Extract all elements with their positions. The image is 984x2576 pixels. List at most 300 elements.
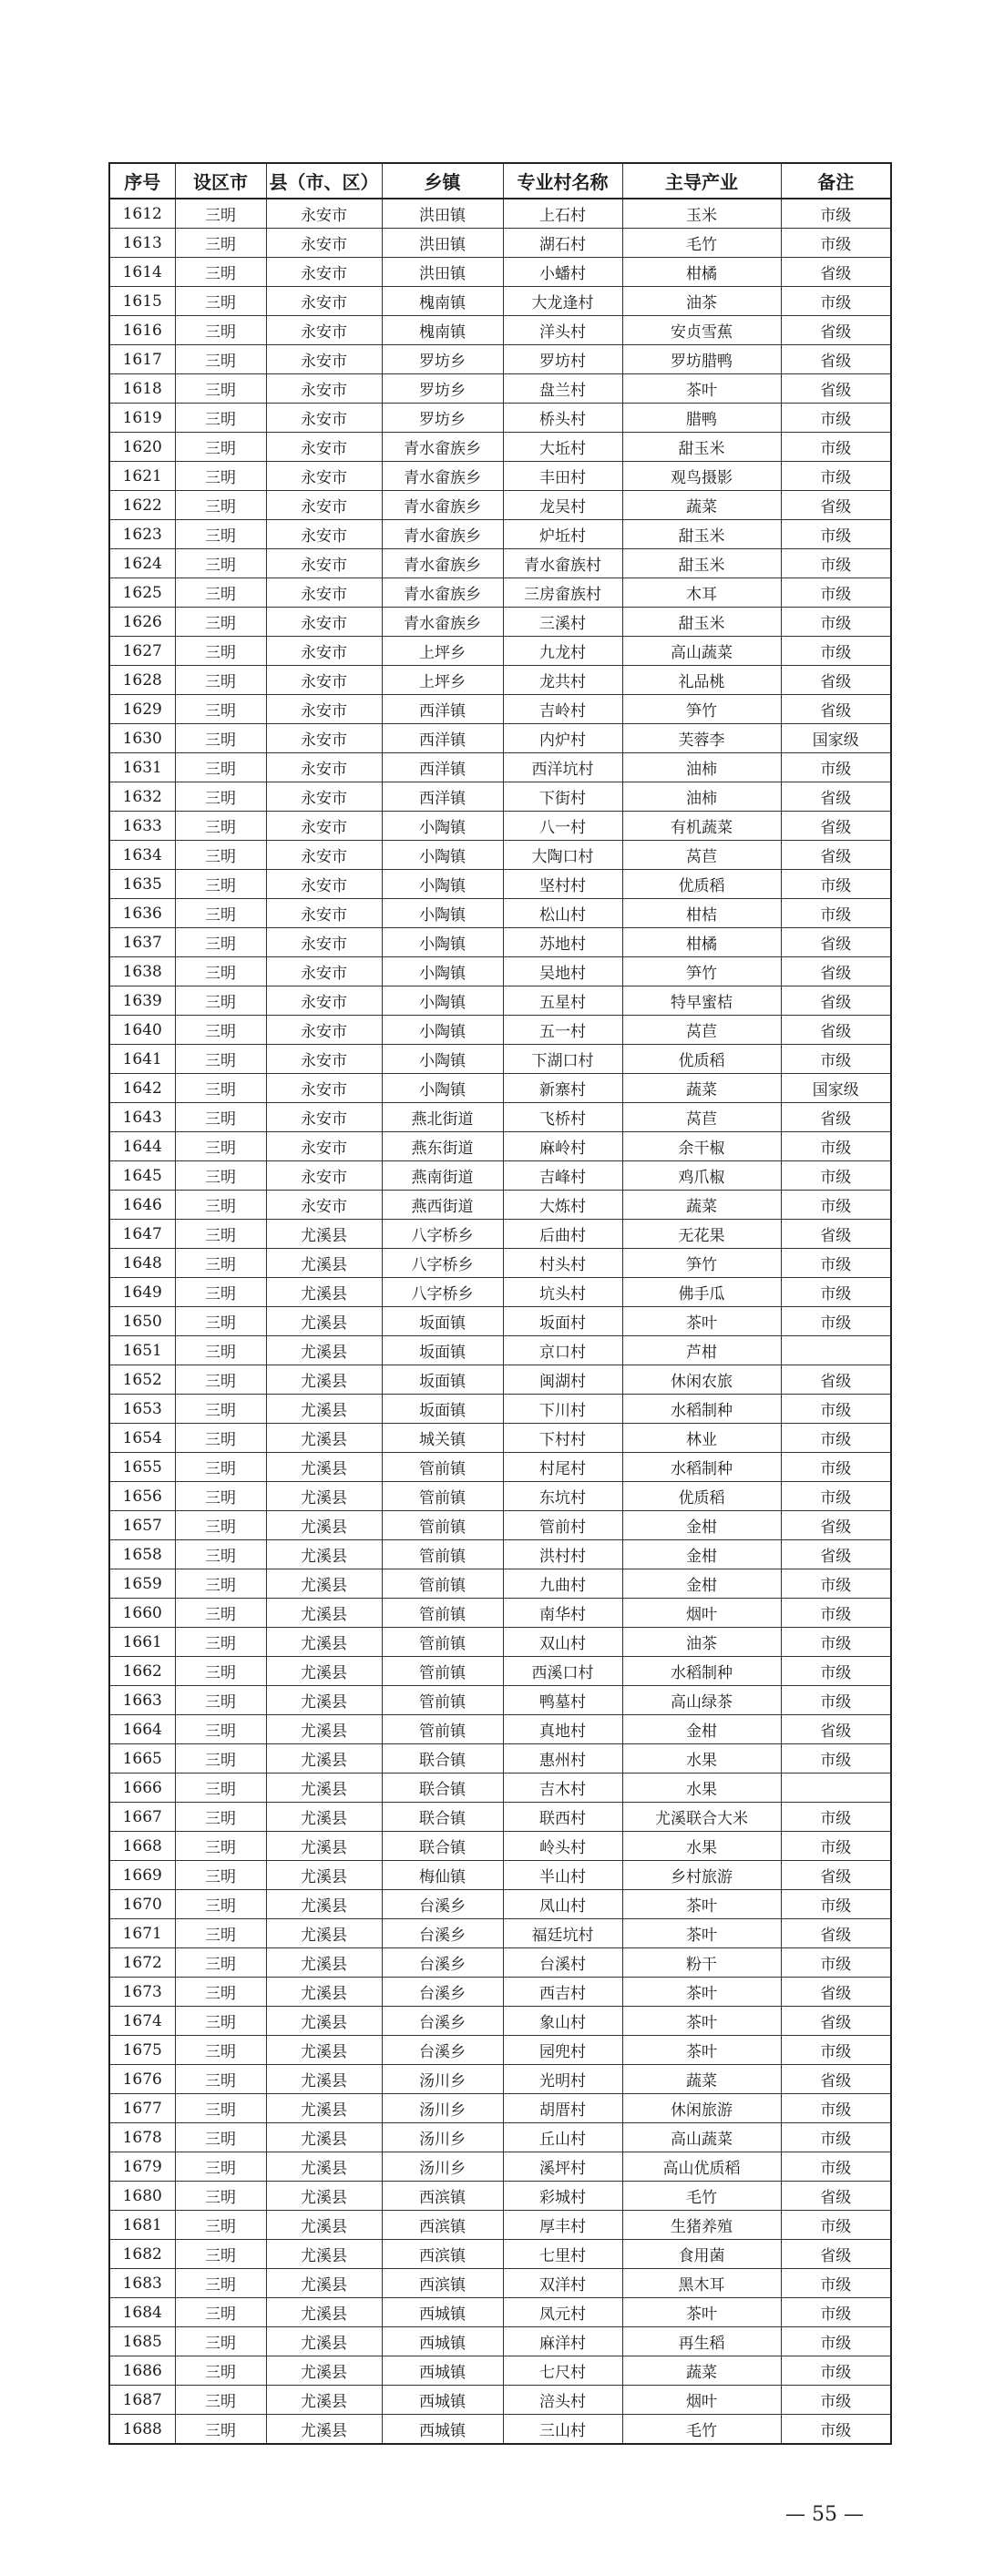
- cell-county: 尤溪县: [266, 1686, 382, 1715]
- cell-village: 九龙村: [503, 637, 622, 666]
- cell-remark: 市级: [781, 1191, 891, 1220]
- cell-county: 尤溪县: [266, 1803, 382, 1832]
- table-row: [109, 1278, 891, 1307]
- cell-village: 吉木村: [503, 1774, 622, 1803]
- cell-city: 三明: [175, 957, 266, 986]
- cell-city: 三明: [175, 1628, 266, 1657]
- cell-industry: 蔬菜: [622, 2065, 781, 2094]
- cell-county: 永安市: [266, 695, 382, 724]
- cell-remark: 省级: [781, 1540, 891, 1569]
- cell-city: 三明: [175, 695, 266, 724]
- cell-remark: 市级: [781, 1890, 891, 1919]
- table-row: [109, 316, 891, 345]
- cell-village: 三房畲族村: [503, 578, 622, 608]
- table-row: [109, 1336, 891, 1365]
- table-row: [109, 812, 891, 841]
- table-row: [109, 2415, 891, 2445]
- cell-industry: 金柑: [622, 1715, 781, 1744]
- cell-remark: 省级: [781, 2065, 891, 2094]
- table-row: [109, 2182, 891, 2211]
- cell-industry: 安贞雪蕉: [622, 316, 781, 345]
- cell-industry: 茶叶: [622, 2036, 781, 2065]
- cell-village: 鸭墓村: [503, 1686, 622, 1715]
- cell-village: 象山村: [503, 2007, 622, 2036]
- table-row: [109, 608, 891, 637]
- cell-industry: 优质稻: [622, 1482, 781, 1511]
- cell-city: 三明: [175, 1599, 266, 1628]
- cell-industry: 高山优质稻: [622, 2152, 781, 2182]
- cell-remark: 市级: [781, 229, 891, 258]
- cell-industry: 笋竹: [622, 957, 781, 986]
- cell-city: 三明: [175, 491, 266, 520]
- cell-remark: 市级: [781, 870, 891, 899]
- cell-city: 三明: [175, 870, 266, 899]
- cell-village: 丰田村: [503, 462, 622, 491]
- cell-county: 永安市: [266, 433, 382, 462]
- cell-city: 三明: [175, 1307, 266, 1336]
- cell-town: 联合镇: [382, 1774, 503, 1803]
- cell-county: 永安市: [266, 1016, 382, 1045]
- cell-seq: 1621: [109, 462, 175, 491]
- cell-county: 尤溪县: [266, 2094, 382, 2123]
- cell-city: 三明: [175, 666, 266, 695]
- cell-village: 双洋村: [503, 2269, 622, 2298]
- cell-village: 西吉村: [503, 1978, 622, 2007]
- cell-village: 上石村: [503, 199, 622, 229]
- cell-industry: 茶叶: [622, 2298, 781, 2327]
- cell-city: 三明: [175, 1045, 266, 1074]
- cell-industry: 无花果: [622, 1220, 781, 1249]
- cell-industry: 金柑: [622, 1569, 781, 1599]
- cell-remark: 市级: [781, 753, 891, 782]
- table-row: [109, 1511, 891, 1540]
- cell-county: 永安市: [266, 608, 382, 637]
- cell-town: 西洋镇: [382, 724, 503, 753]
- cell-seq: 1614: [109, 258, 175, 287]
- cell-village: 七尺村: [503, 2356, 622, 2386]
- cell-seq: 1636: [109, 899, 175, 928]
- cell-county: 永安市: [266, 578, 382, 608]
- cell-city: 三明: [175, 578, 266, 608]
- cell-industry: 茶叶: [622, 374, 781, 404]
- table-row: [109, 199, 891, 229]
- cell-seq: 1631: [109, 753, 175, 782]
- cell-remark: 省级: [781, 841, 891, 870]
- table-row: [109, 258, 891, 287]
- cell-village: 吉峰村: [503, 1161, 622, 1191]
- cell-town: 台溪乡: [382, 2036, 503, 2065]
- cell-industry: 笋竹: [622, 1249, 781, 1278]
- cell-industry: 油柿: [622, 753, 781, 782]
- cell-town: 城关镇: [382, 1424, 503, 1453]
- cell-remark: 市级: [781, 2094, 891, 2123]
- cell-county: 永安市: [266, 1191, 382, 1220]
- cell-remark: 省级: [781, 695, 891, 724]
- cell-village: 管前村: [503, 1511, 622, 1540]
- table-row: [109, 899, 891, 928]
- cell-seq: 1647: [109, 1220, 175, 1249]
- table-row: [109, 462, 891, 491]
- cell-county: 永安市: [266, 345, 382, 374]
- cell-industry: 余干椒: [622, 1132, 781, 1161]
- cell-county: 尤溪县: [266, 2386, 382, 2415]
- cell-city: 三明: [175, 258, 266, 287]
- cell-seq: 1643: [109, 1103, 175, 1132]
- table-row: [109, 637, 891, 666]
- cell-remark: 市级: [781, 899, 891, 928]
- cell-county: 永安市: [266, 258, 382, 287]
- cell-remark: 省级: [781, 928, 891, 957]
- cell-town: 西城镇: [382, 2327, 503, 2356]
- cell-city: 三明: [175, 2182, 266, 2211]
- cell-seq: 1627: [109, 637, 175, 666]
- cell-industry: 腊鸭: [622, 404, 781, 433]
- table-row: [109, 695, 891, 724]
- cell-county: 永安市: [266, 1132, 382, 1161]
- table-row: [109, 229, 891, 258]
- cell-industry: 茶叶: [622, 1978, 781, 2007]
- cell-town: 管前镇: [382, 1511, 503, 1540]
- table-row: [109, 1424, 891, 1453]
- cell-remark: 省级: [781, 2007, 891, 2036]
- cell-remark: 市级: [781, 1657, 891, 1686]
- cell-town: 槐南镇: [382, 287, 503, 316]
- cell-town: 洪田镇: [382, 229, 503, 258]
- header-remark: 备注: [781, 163, 891, 199]
- cell-seq: 1639: [109, 986, 175, 1016]
- cell-city: 三明: [175, 2094, 266, 2123]
- cell-city: 三明: [175, 229, 266, 258]
- table-row: [109, 724, 891, 753]
- cell-town: 罗坊乡: [382, 345, 503, 374]
- cell-seq: 1655: [109, 1453, 175, 1482]
- cell-remark: 市级: [781, 2123, 891, 2152]
- cell-village: 下街村: [503, 782, 622, 812]
- cell-village: 下村村: [503, 1424, 622, 1453]
- cell-seq: 1660: [109, 1599, 175, 1628]
- cell-industry: 芦柑: [622, 1336, 781, 1365]
- cell-seq: 1686: [109, 2356, 175, 2386]
- cell-industry: 水稻制种: [622, 1657, 781, 1686]
- cell-seq: 1657: [109, 1511, 175, 1540]
- cell-city: 三明: [175, 2152, 266, 2182]
- cell-county: 尤溪县: [266, 2152, 382, 2182]
- cell-industry: 再生稻: [622, 2327, 781, 2356]
- cell-remark: 市级: [781, 1161, 891, 1191]
- cell-industry: 蔬菜: [622, 491, 781, 520]
- cell-city: 三明: [175, 1278, 266, 1307]
- cell-village: 光明村: [503, 2065, 622, 2094]
- cell-village: 湖石村: [503, 229, 622, 258]
- cell-town: 小陶镇: [382, 928, 503, 957]
- cell-city: 三明: [175, 404, 266, 433]
- cell-village: 下川村: [503, 1395, 622, 1424]
- cell-town: 小陶镇: [382, 957, 503, 986]
- cell-remark: 市级: [781, 1307, 891, 1336]
- cell-village: 麻岭村: [503, 1132, 622, 1161]
- cell-town: 管前镇: [382, 1628, 503, 1657]
- table-row: [109, 2094, 891, 2123]
- cell-county: 尤溪县: [266, 1424, 382, 1453]
- table-row: [109, 870, 891, 899]
- cell-county: 尤溪县: [266, 1365, 382, 1395]
- cell-industry: 茶叶: [622, 1307, 781, 1336]
- cell-county: 尤溪县: [266, 1774, 382, 1803]
- cell-village: 京口村: [503, 1336, 622, 1365]
- table-row: [109, 2327, 891, 2356]
- cell-seq: 1650: [109, 1307, 175, 1336]
- cell-town: 青水畲族乡: [382, 433, 503, 462]
- cell-remark: 省级: [781, 2240, 891, 2269]
- cell-remark: 市级: [781, 1132, 891, 1161]
- table-row: [109, 1540, 891, 1569]
- cell-city: 三明: [175, 1686, 266, 1715]
- cell-city: 三明: [175, 1424, 266, 1453]
- cell-city: 三明: [175, 986, 266, 1016]
- cell-town: 上坪乡: [382, 666, 503, 695]
- cell-remark: 省级: [781, 957, 891, 986]
- cell-county: 永安市: [266, 1103, 382, 1132]
- cell-city: 三明: [175, 637, 266, 666]
- cell-village: 彩城村: [503, 2182, 622, 2211]
- cell-village: 双山村: [503, 1628, 622, 1657]
- cell-seq: 1678: [109, 2123, 175, 2152]
- cell-seq: 1664: [109, 1715, 175, 1744]
- table-row: [109, 1890, 891, 1919]
- table-row: [109, 1395, 891, 1424]
- cell-industry: 玉米: [622, 199, 781, 229]
- cell-town: 小陶镇: [382, 1074, 503, 1103]
- cell-city: 三明: [175, 2386, 266, 2415]
- cell-seq: 1632: [109, 782, 175, 812]
- cell-city: 三明: [175, 549, 266, 578]
- table-row: [109, 841, 891, 870]
- cell-remark: 市级: [781, 549, 891, 578]
- cell-industry: 水果: [622, 1832, 781, 1861]
- cell-industry: 甜玉米: [622, 549, 781, 578]
- cell-industry: 油茶: [622, 1628, 781, 1657]
- cell-village: 惠州村: [503, 1744, 622, 1774]
- cell-town: 管前镇: [382, 1686, 503, 1715]
- cell-village: 西溪口村: [503, 1657, 622, 1686]
- table-row: [109, 491, 891, 520]
- cell-seq: 1641: [109, 1045, 175, 1074]
- cell-seq: 1680: [109, 2182, 175, 2211]
- cell-industry: 观鸟摄影: [622, 462, 781, 491]
- cell-remark: 市级: [781, 2327, 891, 2356]
- table-row: [109, 1744, 891, 1774]
- cell-industry: 水果: [622, 1774, 781, 1803]
- cell-city: 三明: [175, 1978, 266, 2007]
- cell-county: 尤溪县: [266, 1278, 382, 1307]
- cell-seq: 1615: [109, 287, 175, 316]
- table-row: [109, 1365, 891, 1395]
- cell-industry: 油茶: [622, 287, 781, 316]
- table-row: [109, 2386, 891, 2415]
- cell-city: 三明: [175, 1744, 266, 1774]
- cell-remark: 市级: [781, 520, 891, 549]
- cell-remark: 市级: [781, 2415, 891, 2445]
- cell-county: 永安市: [266, 1074, 382, 1103]
- cell-village: 真地村: [503, 1715, 622, 1744]
- cell-city: 三明: [175, 316, 266, 345]
- cell-seq: 1661: [109, 1628, 175, 1657]
- cell-remark: 市级: [781, 1599, 891, 1628]
- cell-city: 三明: [175, 2269, 266, 2298]
- cell-village: 下湖口村: [503, 1045, 622, 1074]
- cell-county: 永安市: [266, 520, 382, 549]
- cell-county: 尤溪县: [266, 1482, 382, 1511]
- cell-county: 尤溪县: [266, 1249, 382, 1278]
- cell-village: 南华村: [503, 1599, 622, 1628]
- cell-seq: 1649: [109, 1278, 175, 1307]
- cell-village: 苏地村: [503, 928, 622, 957]
- cell-city: 三明: [175, 374, 266, 404]
- cell-county: 尤溪县: [266, 1919, 382, 1948]
- cell-village: 大坵村: [503, 433, 622, 462]
- table-row: [109, 1569, 891, 1599]
- table-row: [109, 1803, 891, 1832]
- cell-county: 永安市: [266, 841, 382, 870]
- cell-city: 三明: [175, 462, 266, 491]
- cell-county: 尤溪县: [266, 2356, 382, 2386]
- cell-industry: 生猪养殖: [622, 2211, 781, 2240]
- cell-remark: 市级: [781, 2269, 891, 2298]
- cell-city: 三明: [175, 1482, 266, 1511]
- cell-city: 三明: [175, 753, 266, 782]
- cell-remark: 市级: [781, 404, 891, 433]
- cell-county: 尤溪县: [266, 2269, 382, 2298]
- cell-remark: 省级: [781, 1220, 891, 1249]
- cell-village: 五星村: [503, 986, 622, 1016]
- cell-county: 尤溪县: [266, 1599, 382, 1628]
- table-row: [109, 2065, 891, 2094]
- cell-town: 台溪乡: [382, 1919, 503, 1948]
- cell-town: 西滨镇: [382, 2240, 503, 2269]
- cell-industry: 木耳: [622, 578, 781, 608]
- table-body: [109, 199, 891, 2444]
- cell-seq: 1617: [109, 345, 175, 374]
- cell-remark: 市级: [781, 462, 891, 491]
- table-row: [109, 374, 891, 404]
- cell-seq: 1637: [109, 928, 175, 957]
- cell-seq: 1612: [109, 199, 175, 229]
- cell-city: 三明: [175, 199, 266, 229]
- cell-town: 西城镇: [382, 2298, 503, 2327]
- cell-seq: 1624: [109, 549, 175, 578]
- table-row: [109, 433, 891, 462]
- cell-town: 燕西街道: [382, 1191, 503, 1220]
- cell-city: 三明: [175, 2298, 266, 2327]
- cell-remark: 省级: [781, 1016, 891, 1045]
- cell-remark: 市级: [781, 1686, 891, 1715]
- cell-town: 燕东街道: [382, 1132, 503, 1161]
- cell-industry: 茶叶: [622, 1919, 781, 1948]
- cell-town: 小陶镇: [382, 1045, 503, 1074]
- cell-village: 炉坵村: [503, 520, 622, 549]
- cell-village: 洋头村: [503, 316, 622, 345]
- cell-seq: 1618: [109, 374, 175, 404]
- cell-county: 永安市: [266, 899, 382, 928]
- table-row: [109, 1453, 891, 1482]
- cell-industry: 优质稻: [622, 870, 781, 899]
- cell-town: 西洋镇: [382, 695, 503, 724]
- cell-village: 园兜村: [503, 2036, 622, 2065]
- cell-county: 尤溪县: [266, 2211, 382, 2240]
- header-county: 县（市、区）: [266, 163, 382, 199]
- cell-remark: 市级: [781, 2386, 891, 2415]
- cell-city: 三明: [175, 2123, 266, 2152]
- table-row: [109, 986, 891, 1016]
- cell-county: 永安市: [266, 549, 382, 578]
- table-row: [109, 1657, 891, 1686]
- cell-county: 永安市: [266, 199, 382, 229]
- cell-remark: [781, 1336, 891, 1365]
- cell-village: 大陶口村: [503, 841, 622, 870]
- cell-county: 尤溪县: [266, 2036, 382, 2065]
- cell-seq: 1646: [109, 1191, 175, 1220]
- cell-remark: 市级: [781, 1832, 891, 1861]
- cell-village: 凤山村: [503, 1890, 622, 1919]
- cell-village: 七里村: [503, 2240, 622, 2269]
- cell-seq: 1679: [109, 2152, 175, 2182]
- cell-industry: 烟叶: [622, 2386, 781, 2415]
- cell-county: 永安市: [266, 1161, 382, 1191]
- cell-city: 三明: [175, 1191, 266, 1220]
- cell-town: 燕南街道: [382, 1161, 503, 1191]
- cell-industry: 黑木耳: [622, 2269, 781, 2298]
- cell-village: 厚丰村: [503, 2211, 622, 2240]
- cell-industry: 甜玉米: [622, 608, 781, 637]
- cell-city: 三明: [175, 1249, 266, 1278]
- cell-town: 八字桥乡: [382, 1278, 503, 1307]
- cell-industry: 金柑: [622, 1511, 781, 1540]
- cell-city: 三明: [175, 1074, 266, 1103]
- cell-seq: 1685: [109, 2327, 175, 2356]
- cell-seq: 1676: [109, 2065, 175, 2094]
- table-row: [109, 549, 891, 578]
- cell-city: 三明: [175, 2036, 266, 2065]
- cell-seq: 1625: [109, 578, 175, 608]
- cell-seq: 1629: [109, 695, 175, 724]
- table-row: [109, 1919, 891, 1948]
- table-row: [109, 2240, 891, 2269]
- cell-town: 小陶镇: [382, 870, 503, 899]
- cell-village: 盘兰村: [503, 374, 622, 404]
- table-row: [109, 753, 891, 782]
- cell-industry: 休闲农旅: [622, 1365, 781, 1395]
- cell-industry: 休闲旅游: [622, 2094, 781, 2123]
- cell-county: 尤溪县: [266, 2327, 382, 2356]
- cell-remark: 市级: [781, 578, 891, 608]
- cell-town: 小陶镇: [382, 1016, 503, 1045]
- cell-town: 西城镇: [382, 2386, 503, 2415]
- table-row: [109, 928, 891, 957]
- cell-village: 岭头村: [503, 1832, 622, 1861]
- cell-town: 小陶镇: [382, 899, 503, 928]
- table-row: [109, 1249, 891, 1278]
- cell-city: 三明: [175, 841, 266, 870]
- cell-seq: 1659: [109, 1569, 175, 1599]
- table-row: [109, 578, 891, 608]
- cell-remark: 省级: [781, 986, 891, 1016]
- cell-county: 尤溪县: [266, 1861, 382, 1890]
- cell-county: 永安市: [266, 724, 382, 753]
- cell-town: 上坪乡: [382, 637, 503, 666]
- cell-industry: 烟叶: [622, 1599, 781, 1628]
- cell-city: 三明: [175, 899, 266, 928]
- cell-industry: 高山蔬菜: [622, 637, 781, 666]
